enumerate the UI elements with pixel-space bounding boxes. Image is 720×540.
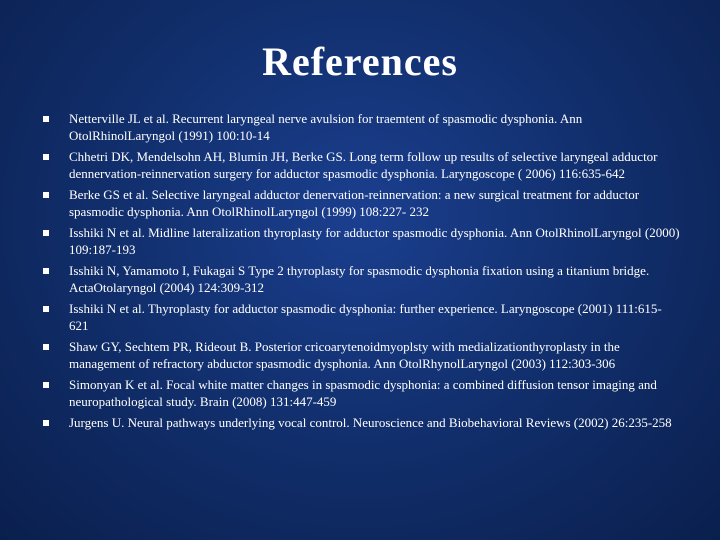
reference-item xyxy=(40,414,680,431)
reference-item xyxy=(40,376,680,410)
reference-list xyxy=(40,110,680,435)
square-bullet-icon xyxy=(43,420,49,426)
reference-text: Isshiki N et al. Thyroplasty for adductor spasmodic dysphonia: further experience. Laryngoscope (2001) 111:615-621 xyxy=(69,301,662,333)
reference-text: Shaw GY, Sechtem PR, Rideout B. Posterior cricoarytenoidmyoplsty with medializationthyroplasty in the management of refractory abductor spasmodic dysphonia. Ann OtolRhynolLaryngol (2003) 112:303-306 xyxy=(69,339,620,371)
reference-text: Simonyan K et al. Focal white matter changes in spasmodic dysphonia: a combined diffusion tensor imaging and neuropathological study. Brain (2008) 131:447-459 xyxy=(69,377,657,409)
reference-text: Isshiki N et al. Midline lateralization thyroplasty for adductor spasmodic dysphonia. Ann OtolRhinolLaryngol (2000) 109:187-193 xyxy=(69,225,680,257)
square-bullet-icon xyxy=(43,268,49,274)
reference-text: Chhetri DK, Mendelsohn AH, Blumin JH, Berke GS. Long term follow up results of selective laryngeal adductor dennervation-reinnervation surgery for adductor spasmodic dysphonia. Laryngoscope ( 2006) 116:635-642 xyxy=(69,149,658,181)
slide-title: References xyxy=(262,39,458,84)
square-bullet-icon xyxy=(43,192,49,198)
square-bullet-icon xyxy=(43,230,49,236)
reference-text: Netterville JL et al. Recurrent laryngeal nerve avulsion for traemtent of spasmodic dysphonia. Ann OtolRhinolLaryngol (1991) 100:10-14 xyxy=(69,111,583,143)
reference-item xyxy=(40,148,680,182)
reference-item xyxy=(40,186,680,220)
reference-item xyxy=(40,110,680,144)
reference-item xyxy=(40,262,680,296)
reference-text: Berke GS et al. Selective laryngeal adductor denervation-reinnervation: a new surgical treatment for adductor spasmodic dysphonia. Ann OtolRhinolLaryngol (1999) 108:227- 232 xyxy=(69,187,640,219)
square-bullet-icon xyxy=(43,154,49,160)
reference-item xyxy=(40,300,680,334)
reference-text: Jurgens U. Neural pathways underlying vocal control. Neuroscience and Biobehavioral Reviews (2002) 26:235-258 xyxy=(69,415,672,430)
reference-item xyxy=(40,224,680,258)
square-bullet-icon xyxy=(43,344,49,350)
reference-text: Isshiki N, Yamamoto I, Fukagai S Type 2 thyroplasty for spasmodic dysphonia fixation using a titanium bridge. ActaOtolaryngol (2004) 124:309-312 xyxy=(69,263,650,295)
square-bullet-icon xyxy=(43,306,49,312)
square-bullet-icon xyxy=(43,116,49,122)
square-bullet-icon xyxy=(43,382,49,388)
reference-item xyxy=(40,338,680,372)
